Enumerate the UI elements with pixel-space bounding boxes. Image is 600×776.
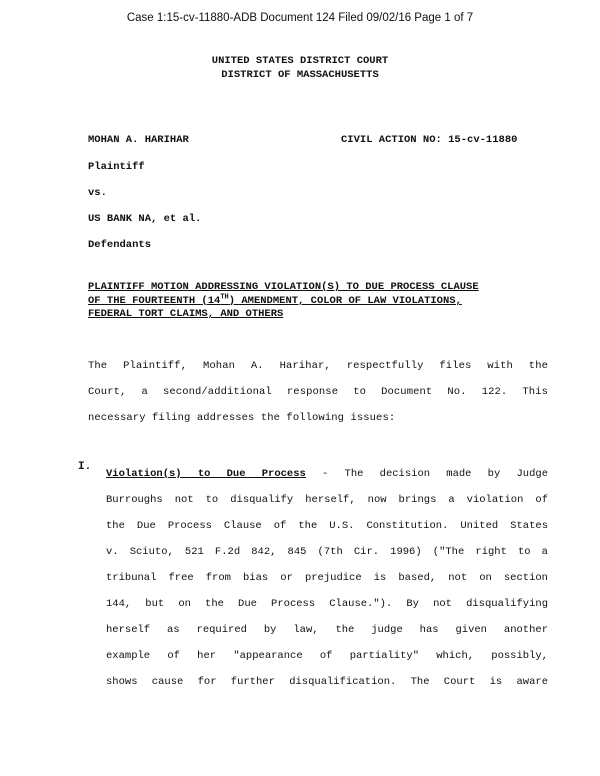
intro-paragraph xyxy=(88,353,548,431)
motion-title xyxy=(88,281,479,322)
defendants-label: Defendants xyxy=(88,239,152,251)
section-line: the Due Process Clause of the U.S. Constitution. United States xyxy=(106,520,548,532)
defendant-name: US BANK NA, et al. xyxy=(88,213,202,225)
section-line: shows cause for further disqualification. The Court is aware xyxy=(106,676,548,688)
plaintiff-name: MOHAN A. HARIHAR xyxy=(88,134,189,146)
section-number: I. xyxy=(78,461,92,473)
section-line: 144, but on the Due Process Clause."). By not disqualifying xyxy=(106,598,548,610)
court-district: DISTRICT OF MASSACHUSETTS xyxy=(221,69,379,81)
case-header: Case 1:15-cv-11880-ADB Document 124 Filed 09/02/16 Page 1 of 7 xyxy=(126,12,474,24)
section-line: herself as required by law, the judge has given another xyxy=(106,624,548,636)
title-line-3: FEDERAL TORT CLAIMS, AND OTHERS xyxy=(88,308,284,320)
intro-line: Court, a second/additional response to Document No. 122. This xyxy=(88,386,548,398)
section-first-line: Violation(s) to Due Process - The decision made by Judge xyxy=(106,468,548,480)
versus: vs. xyxy=(88,187,107,199)
section-line: example of her "appearance of partiality" which, possibly, xyxy=(106,650,548,662)
section-line: Burroughs not to disqualify herself, now brings a violation of xyxy=(106,494,548,506)
intro-line: The Plaintiff, Mohan A. Harihar, respectfully files with the xyxy=(88,360,548,372)
title-line-1: PLAINTIFF MOTION ADDRESSING VIOLATION(S) TO DUE PROCESS CLAUSE xyxy=(88,281,479,293)
title-line-2: OF THE FOURTEENTH (14TH) AMENDMENT, COLOR OF LAW VIOLATIONS, xyxy=(88,293,462,307)
court-name: UNITED STATES DISTRICT COURT xyxy=(211,55,389,67)
court-heading xyxy=(0,54,600,82)
section-body xyxy=(106,461,548,695)
section-heading: Violation(s) to Due Process xyxy=(106,468,306,480)
section-line: tribunal free from bias or prejudice is based, not on section xyxy=(106,572,548,584)
civil-action-number: CIVIL ACTION NO: 15-cv-11880 xyxy=(341,134,518,146)
plaintiff-label: Plaintiff xyxy=(88,161,145,173)
section-line: v. Sciuto, 521 F.2d 842, 845 (7th Cir. 1996) ("The right to a xyxy=(106,546,548,558)
intro-line: necessary filing addresses the following issues: xyxy=(88,412,396,424)
